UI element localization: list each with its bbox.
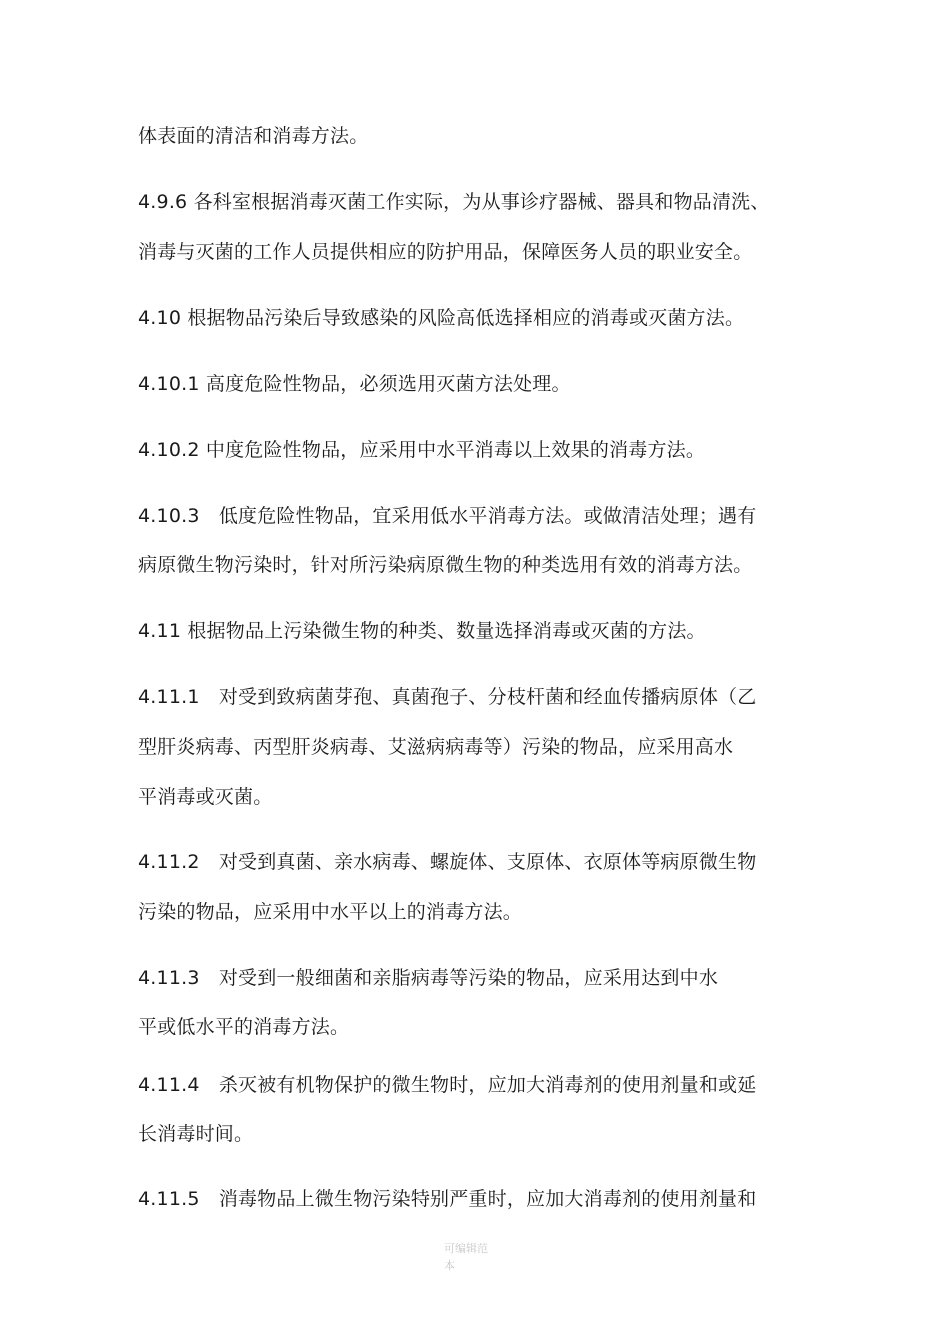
text-line: 污染的物品，应采用中水平以上的消毒方法。 (138, 901, 523, 923)
text-line: 4.11.3 对受到一般细菌和亲脂病毒等污染的物品，应采用达到中水 (138, 967, 719, 989)
text-line: 4.9.6 各科室根据消毒灭菌工作实际，为从事诊疗器械、器具和物品清洗、 (138, 191, 770, 213)
text-line: 消毒与灭菌的工作人员提供相应的防护用品，保障医务人员的职业安全。 (138, 241, 753, 263)
text-line: 体表面的清洁和消毒方法。 (138, 125, 369, 147)
text-line: 4.10 根据物品污染后导致感染的风险高低选择相应的消毒或灭菌方法。 (138, 307, 745, 329)
text-line: 4.11.5 消毒物品上微生物污染特别严重时，应加大消毒剂的使用剂量和 (138, 1188, 757, 1210)
text-line: 4.11.2 对受到真菌、亲水病毒、螺旋体、支原体、衣原体等病原微生物 (138, 851, 757, 873)
text-line: 4.11.4 杀灭被有机物保护的微生物时，应加大消毒剂的使用剂量和或延 (138, 1074, 757, 1096)
text-line: 长消毒时间。 (138, 1123, 254, 1145)
text-line: 4.10.3 低度危险性物品，宜采用低水平消毒方法。或做清洁处理；遇有 (138, 505, 757, 527)
footer-line: 本 (444, 1259, 455, 1272)
text-line: 型肝炎病毒、丙型肝炎病毒、艾滋病病毒等）污染的物品，应采用高水 (138, 736, 734, 758)
text-line: 4.11.1 对受到致病菌芽孢、真菌孢子、分枝杆菌和经血传播病原体（乙 (138, 686, 757, 708)
text-line: 平或低水平的消毒方法。 (138, 1016, 350, 1038)
footer-line: 可编辑范 (444, 1242, 488, 1255)
text-line: 平消毒或灭菌。 (138, 786, 273, 808)
text-line: 4.11 根据物品上污染微生物的种类、数量选择消毒或灭菌的方法。 (138, 620, 706, 642)
text-line: 4.10.1 高度危险性物品，必须选用灭菌方法处理。 (138, 373, 571, 395)
text-line: 4.10.2 中度危险性物品，应采用中水平消毒以上效果的消毒方法。 (138, 439, 706, 461)
footer-watermark (444, 1240, 524, 1274)
text-line: 病原微生物污染时，针对所污染病原微生物的种类选用有效的消毒方法。 (138, 554, 753, 576)
